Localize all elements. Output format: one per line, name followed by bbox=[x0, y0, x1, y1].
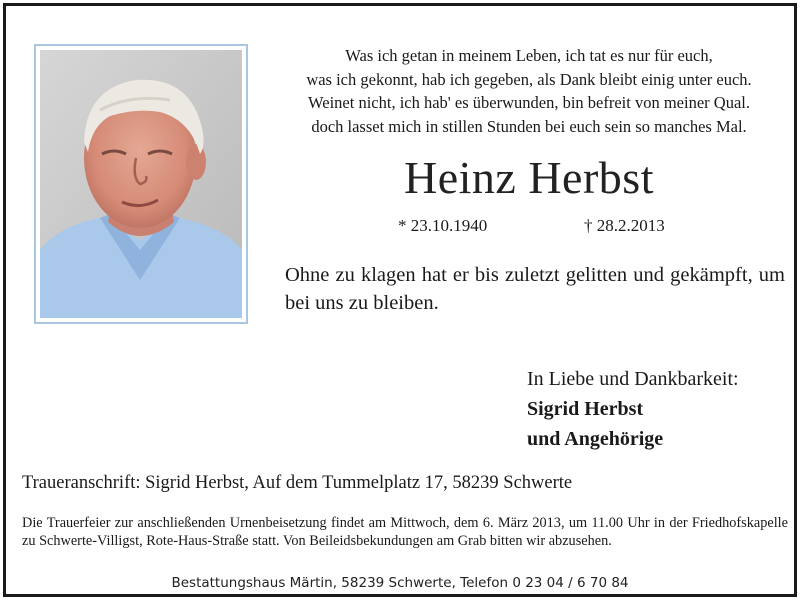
obituary-frame bbox=[3, 3, 797, 597]
portrait-image bbox=[40, 50, 242, 318]
mourner-name: Sigrid Herbst bbox=[527, 398, 644, 420]
mourning-address: Traueranschrift: Sigrid Herbst, Auf dem Tummelplatz 17, 58239 Schwerte bbox=[22, 473, 573, 493]
poem-line: doch lasset mich in stillen Stunden bei euch sein so manches Mal. bbox=[311, 116, 747, 136]
mourners-block bbox=[527, 364, 797, 454]
deceased-name: Heinz Herbst bbox=[404, 152, 654, 203]
poem bbox=[274, 44, 784, 138]
mourner-relatives: und Angehörige bbox=[527, 428, 664, 450]
ceremony-details: Die Trauerfeier zur anschließenden Urnenbeisetzung findet am Mittwoch, dem 6. März 2013, um 11.00 Uhr in der Friedhofskapelle zu Schwerte-Villigst, Rote-Haus-Straße statt. Von Beileidsbekundungen am Grab bitten wir abzusehen. bbox=[22, 515, 788, 550]
memorial-quote: Ohne zu klagen hat er bis zuletzt gelitten und gekämpft, um bei uns zu bleiben. bbox=[285, 264, 785, 314]
thanks-intro: In Liebe und Dankbarkeit: bbox=[527, 368, 739, 390]
poem-line: was ich gekonnt, hab ich gegeben, als Dank bleibt einig unter euch. bbox=[306, 69, 752, 89]
poem-line: Weinet nicht, ich hab' es überwunden, bin befreit von meiner Qual. bbox=[308, 93, 750, 112]
birth-date: * 23.10.1940 bbox=[398, 216, 488, 235]
undertaker-info: Bestattungshaus Märtin, 58239 Schwerte, Telefon 0 23 04 / 6 70 84 bbox=[171, 575, 629, 591]
portrait-photo bbox=[34, 44, 248, 324]
poem-line: Was ich getan in meinem Leben, ich tat es nur für euch, bbox=[345, 46, 713, 65]
death-date: † 28.2.2013 bbox=[584, 216, 665, 235]
